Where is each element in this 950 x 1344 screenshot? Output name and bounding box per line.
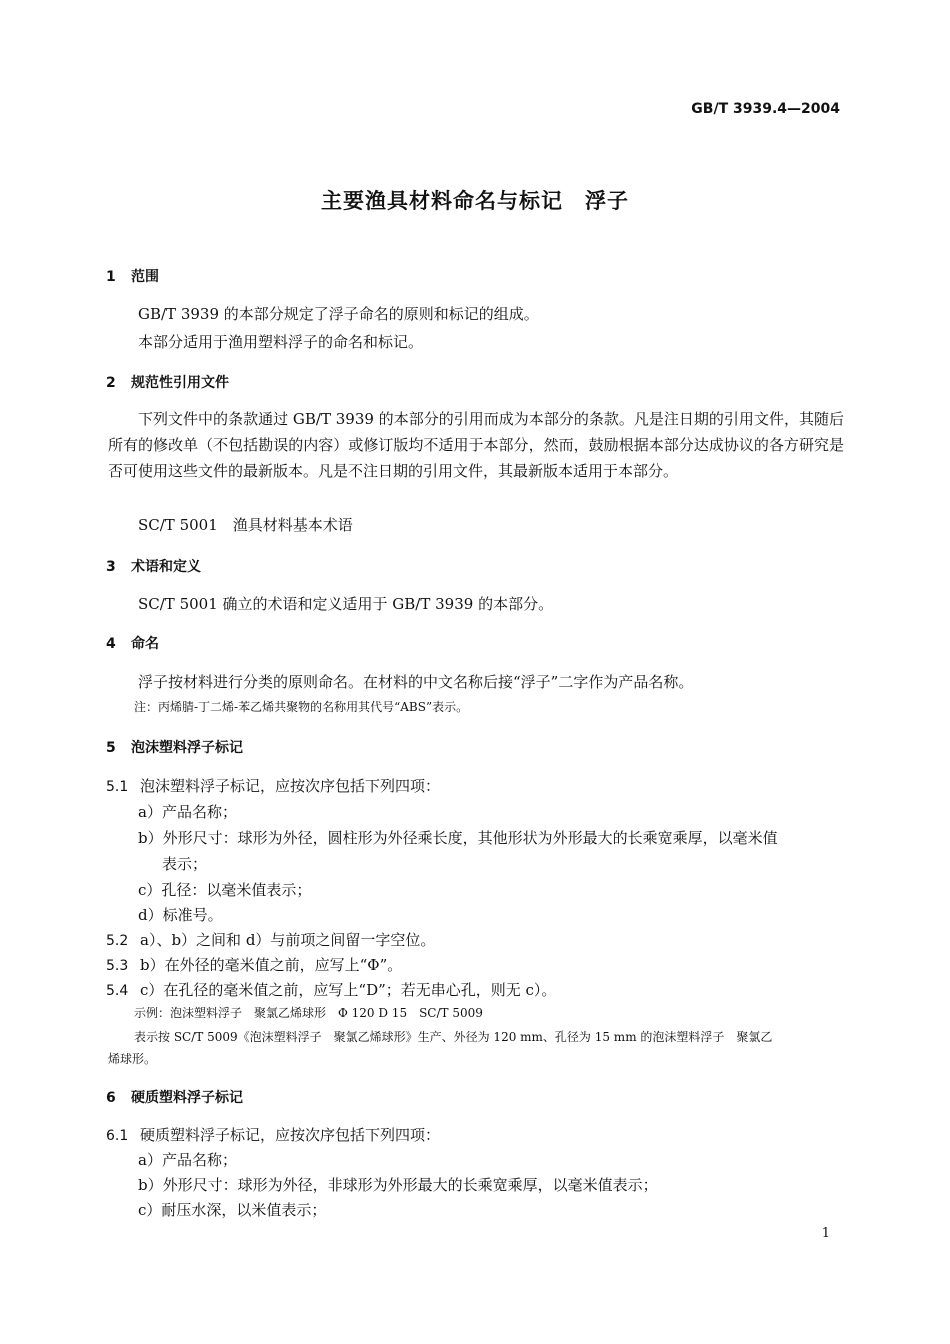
section-number: 4 bbox=[106, 636, 116, 652]
document-title: 主要渔具材料命名与标记 浮子 bbox=[321, 189, 629, 213]
section-4-heading bbox=[106, 633, 159, 653]
clause-5-1 bbox=[106, 775, 440, 796]
section-title: 范围 bbox=[131, 269, 159, 285]
list-item: c）耐压水深，以米值表示； bbox=[138, 1201, 327, 1219]
paragraph: 浮子按材料进行分类的原则命名。在材料的中文名称后接“浮子”二字作为产品名称。 bbox=[138, 673, 694, 691]
section-number: 5 bbox=[106, 740, 116, 756]
list-item: d）标准号。 bbox=[138, 906, 223, 924]
clause-text: c）在孔径的毫米值之前，应写上“D”；若无串心孔，则无 c）。 bbox=[140, 981, 557, 999]
clause-text: a）、b）之间和 d）与前项之间留一字空位。 bbox=[140, 931, 436, 949]
clause-text: 硬质塑料浮子标记，应按次序包括下列四项： bbox=[140, 1126, 441, 1144]
section-6-heading bbox=[106, 1087, 243, 1107]
paragraph: 下列文件中的条款通过 GB/T 3939 的本部分的引用而成为本部分的条款。凡是注日期的引用文件，其随后所有的修改单（不包括勘误的内容）或修订版均不适用于本部分，然而，鼓励根据本部分达成协议的各方研究是否可使用这些文件的最新版本。凡是不注日期的引用文件，其最新版本适用于本部分。 bbox=[108, 410, 844, 480]
standard-number: GB/T 3939.4—2004 bbox=[691, 101, 840, 117]
list-item: b）外形尺寸：球形为外径，圆柱形为外径乘长度，其他形状为外形最大的长乘宽乘厚，以毫米值 bbox=[138, 829, 778, 847]
clause-5-4 bbox=[106, 979, 556, 1000]
section-number: 3 bbox=[106, 559, 116, 575]
section-number: 2 bbox=[106, 375, 116, 391]
page-number: 1 bbox=[821, 1226, 830, 1241]
clause-number: 5.2 bbox=[106, 933, 129, 949]
list-item: b）外形尺寸：球形为外径，非球形为外形最大的长乘宽乘厚，以毫米值表示； bbox=[138, 1176, 658, 1194]
section-5-heading bbox=[106, 737, 243, 757]
clause-number: 6.1 bbox=[106, 1128, 129, 1144]
section-title: 硬质塑料浮子标记 bbox=[131, 1090, 243, 1106]
section-number: 6 bbox=[106, 1090, 116, 1106]
section-title: 术语和定义 bbox=[131, 559, 201, 575]
example-description: 表示按 SC/T 5009《泡沫塑料浮子 聚氯乙烯球形》生产、外径为 120 mm、孔径为 15 mm 的泡沫塑料浮子 聚氯乙 bbox=[134, 1030, 773, 1044]
clause-number: 5.3 bbox=[106, 958, 129, 974]
clause-text: b）在外径的毫米值之前，应写上“Φ”。 bbox=[140, 956, 403, 974]
example: 示例：泡沫塑料浮子 聚氯乙烯球形 Φ 120 D 15 SC/T 5009 bbox=[134, 1006, 483, 1020]
section-title: 泡沫塑料浮子标记 bbox=[131, 740, 243, 756]
list-item: c）孔径：以毫米值表示； bbox=[138, 881, 312, 899]
clause-5-2 bbox=[106, 929, 435, 950]
reference-item: SC/T 5001 渔具材料基本术语 bbox=[138, 516, 353, 534]
section-2-heading bbox=[106, 372, 229, 392]
clause-6-1 bbox=[106, 1124, 440, 1145]
clause-5-3 bbox=[106, 954, 402, 975]
paragraph: GB/T 3939 的本部分规定了浮子命名的原则和标记的组成。 bbox=[138, 305, 539, 323]
section-3-heading bbox=[106, 556, 201, 576]
list-item-continuation: 表示； bbox=[162, 855, 208, 873]
clause-number: 5.4 bbox=[106, 983, 129, 999]
section-1-heading bbox=[106, 266, 159, 286]
clause-number: 5.1 bbox=[106, 779, 129, 795]
section-title: 规范性引用文件 bbox=[131, 375, 229, 391]
list-item: a）产品名称； bbox=[138, 803, 237, 821]
list-item: a）产品名称； bbox=[138, 1151, 237, 1169]
note: 注：丙烯腈-丁二烯-苯乙烯共聚物的名称用其代号“ABS”表示。 bbox=[134, 700, 469, 714]
example-description-continuation: 烯球形。 bbox=[108, 1052, 157, 1066]
paragraph: 本部分适用于渔用塑料浮子的命名和标记。 bbox=[138, 333, 424, 351]
paragraph: SC/T 5001 确立的术语和定义适用于 GB/T 3939 的本部分。 bbox=[138, 595, 554, 613]
section-number: 1 bbox=[106, 269, 116, 285]
clause-text: 泡沫塑料浮子标记，应按次序包括下列四项： bbox=[140, 777, 441, 795]
section-title: 命名 bbox=[131, 636, 159, 652]
